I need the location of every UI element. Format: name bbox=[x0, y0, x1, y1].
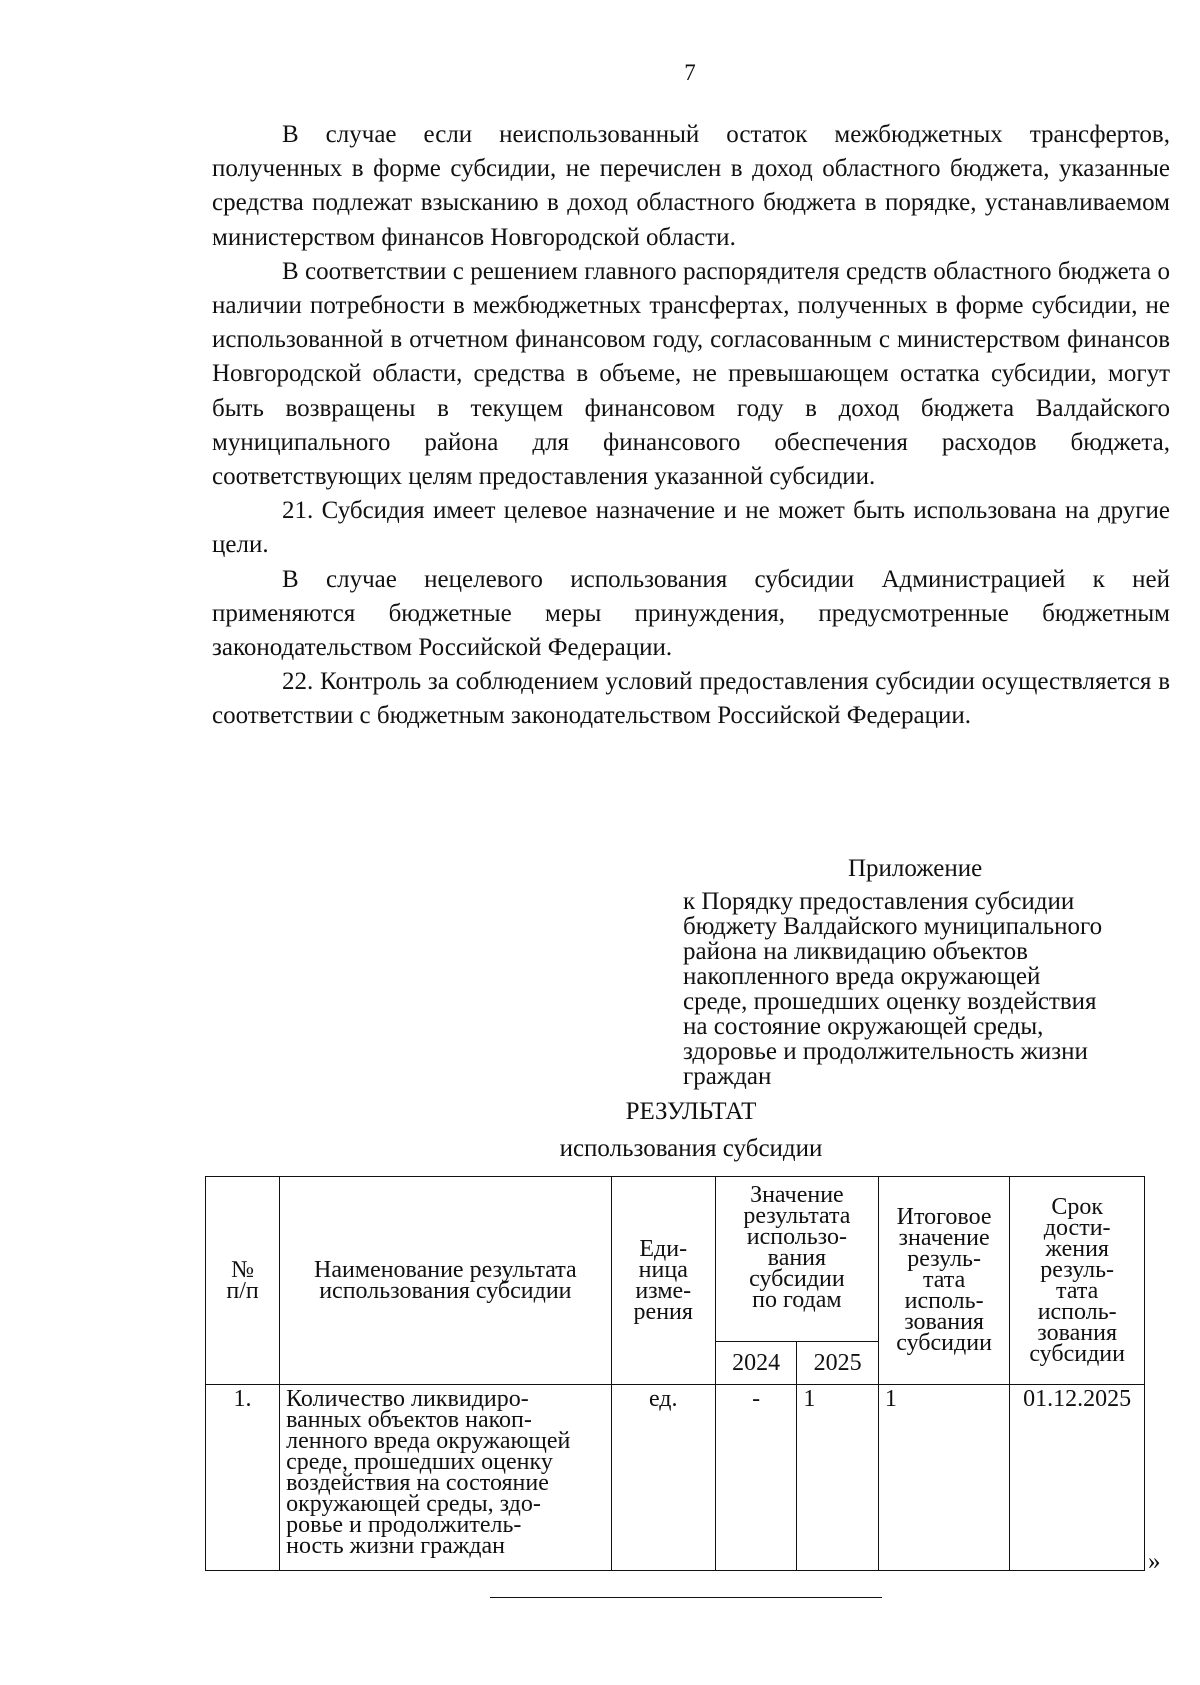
header-line: тата bbox=[922, 1267, 966, 1293]
paragraph: В случае нецелевого использования субсидии Администрацией к ней применяются бюджетные меры принуждения, предусмотренные бюджетным законодательством Российской Федерации. bbox=[212, 565, 1170, 662]
name-line: ванных объектов накоп- bbox=[286, 1407, 532, 1433]
header-value bbox=[715, 1177, 878, 1342]
paragraph: В соответствии с решением главного распорядителя средств областного бюджета о наличии потребности в межбюджетных трансфертах, полученных в форме субсидии, не использованной в отчетном финансовом году, согласованным с министерством финансов Новгородской области, средства в объеме, не превышающем остатка субсидии, могут быть возвращены в текущем финансовом году в доход бюджета Валдайского муниципального района для финансового обеспечения расходов бюджета, соответствующих целям предоставления указанной субсидии. bbox=[212, 257, 1170, 491]
cell-2025: 1 bbox=[797, 1385, 879, 1571]
table-row bbox=[206, 1385, 1145, 1571]
name-line: окружающей среды, здо- bbox=[286, 1491, 541, 1517]
header-line: тата bbox=[1056, 1277, 1099, 1304]
header-unit bbox=[611, 1177, 715, 1385]
paragraph: В случае если неиспользованный остаток межбюджетных трансфертов, полученных в форме субсидии, не перечислен в доход областного бюджета, указанные средства подлежат взысканию в доход областного бюджета в порядке, устанавливаемом министерством финансов Новгородской области. bbox=[212, 121, 1170, 251]
header-line: № bbox=[231, 1256, 254, 1283]
appendix-line: к Порядку предоставления субсидии bbox=[683, 888, 1075, 915]
page-number: 7 bbox=[684, 60, 696, 85]
cell-deadline: 01.12.2025 bbox=[1010, 1385, 1145, 1571]
header-line: Значение bbox=[750, 1182, 844, 1208]
header-line: субсидии bbox=[1029, 1340, 1125, 1367]
header-line: субсидии bbox=[749, 1266, 845, 1292]
header-line: п/п bbox=[226, 1277, 259, 1304]
result-title: РЕЗУЛЬТАТ bbox=[625, 1098, 757, 1125]
name-line: Количество ликвидиро- bbox=[286, 1386, 529, 1412]
header-line: значение bbox=[898, 1225, 990, 1251]
header-line: использо- bbox=[746, 1224, 848, 1250]
name-line: воздействия на состояние bbox=[286, 1470, 549, 1496]
header-num bbox=[206, 1177, 280, 1385]
header-line: зования bbox=[1037, 1319, 1118, 1346]
header-line: Итоговое bbox=[896, 1204, 992, 1230]
name-line: ность жизни граждан bbox=[286, 1533, 506, 1559]
header-line: исполь- bbox=[904, 1288, 984, 1314]
header-line: использования субсидии bbox=[319, 1277, 572, 1304]
header-name bbox=[280, 1177, 612, 1385]
header-line: Наименование результата bbox=[314, 1256, 577, 1283]
cell-total: 1 bbox=[878, 1385, 1009, 1571]
name-line: ровье и продолжитель- bbox=[286, 1512, 522, 1538]
appendix-line: на состояние окружающей среды, bbox=[683, 1013, 1044, 1040]
result-subtitle: использования субсидии bbox=[559, 1135, 823, 1162]
appendix-line: граждан bbox=[683, 1063, 772, 1090]
header-line: вания bbox=[767, 1245, 827, 1271]
header-line: субсидии bbox=[896, 1330, 992, 1356]
header-line: исполь- bbox=[1037, 1298, 1117, 1325]
header-line: Еди- bbox=[639, 1235, 688, 1262]
header-line: рения bbox=[633, 1298, 693, 1325]
closing-quote: » bbox=[1148, 1548, 1161, 1575]
appendix-line: среде, прошедших оценку воздействия bbox=[683, 988, 1097, 1015]
appendix-text bbox=[683, 889, 1183, 1089]
header-deadline bbox=[1010, 1177, 1145, 1385]
header-line: ница bbox=[638, 1256, 688, 1283]
appendix-line: накопленного вреда окружающей bbox=[683, 963, 1041, 990]
appendix-line: района на ликвидацию объектов bbox=[683, 938, 1028, 965]
header-line: жения bbox=[1045, 1235, 1109, 1262]
header-line: зования bbox=[904, 1309, 984, 1335]
header-line: резуль- bbox=[907, 1246, 981, 1272]
header-total bbox=[878, 1177, 1009, 1385]
cell-2024: - bbox=[715, 1385, 797, 1571]
results-table bbox=[205, 1176, 1145, 1571]
appendix-line: здоровье и продолжительность жизни bbox=[683, 1038, 1088, 1065]
header-line: результата bbox=[743, 1203, 851, 1229]
header-line: резуль- bbox=[1040, 1256, 1115, 1283]
appendix-title: Приложение bbox=[848, 855, 983, 882]
appendix-line: бюджету Валдайского муниципального bbox=[683, 913, 1103, 940]
header-year-2024: 2024 bbox=[715, 1342, 797, 1385]
header-line: дости- bbox=[1043, 1214, 1111, 1241]
footer-divider bbox=[490, 1597, 882, 1598]
name-line: ленного вреда окружающей bbox=[286, 1428, 571, 1454]
body-text bbox=[212, 118, 1170, 734]
header-line: изме- bbox=[635, 1277, 692, 1304]
cell-name bbox=[280, 1385, 612, 1571]
name-line: среде, прошедших оценку bbox=[286, 1449, 553, 1475]
paragraph: 22. Контроль за соблюдением условий предоставления субсидии осуществляется в соответствии с бюджетным законодательством Российской Федерации. bbox=[212, 668, 1170, 730]
header-year-2025: 2025 bbox=[797, 1342, 879, 1385]
header-line: Срок bbox=[1051, 1193, 1103, 1220]
cell-num: 1. bbox=[206, 1385, 280, 1571]
header-line: по годам bbox=[752, 1287, 842, 1313]
cell-unit: ед. bbox=[611, 1385, 715, 1571]
paragraph: 21. Субсидия имеет целевое назначение и не может быть использована на другие цели. bbox=[212, 497, 1170, 559]
